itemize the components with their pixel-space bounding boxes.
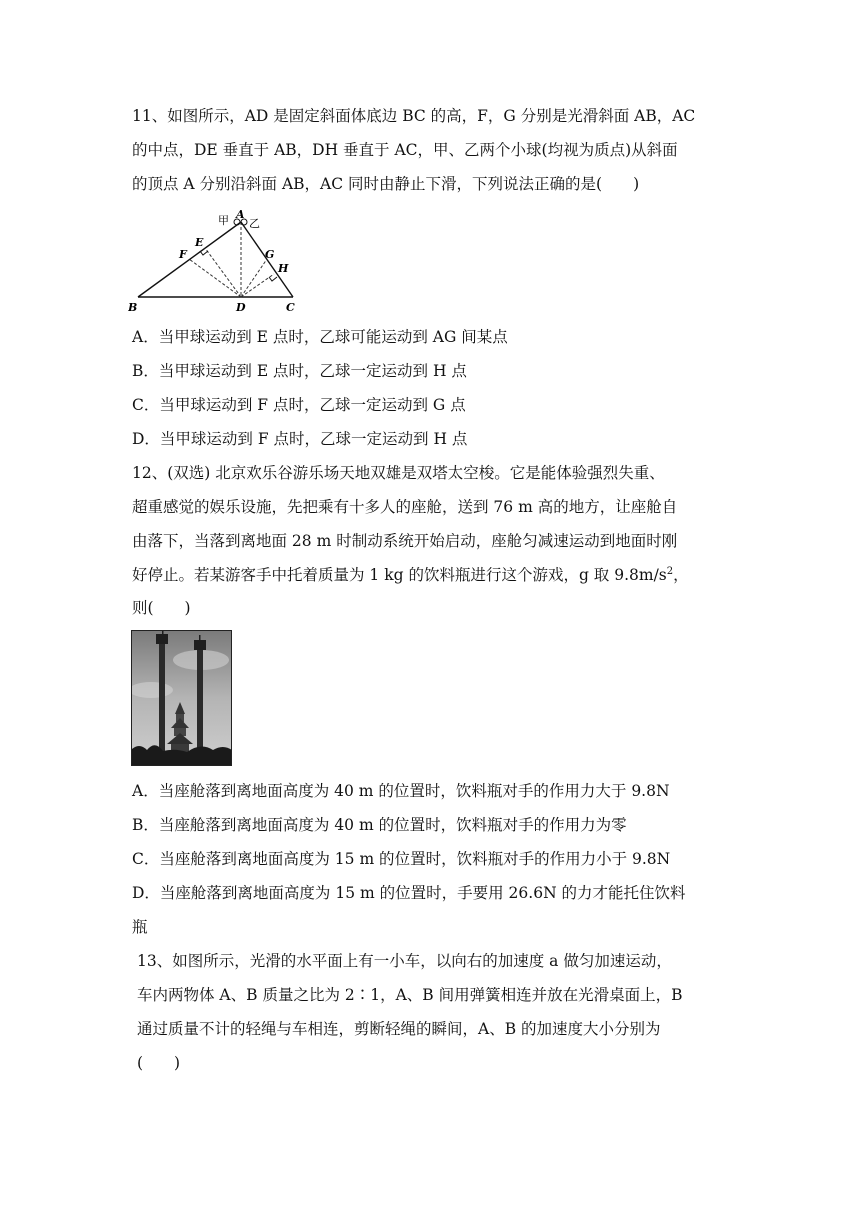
q12-option-d-wrap: 瓶 (132, 918, 148, 936)
q13-text-line-1: 13、如图所示，光滑的水平面上有一小车，以向右的加速度 a 做匀加速运动， (137, 952, 672, 970)
q12-option-d: D．当座舱落到离地面高度为 15 m 的位置时，手要用 26.6N 的力才能托住饮料 (132, 884, 686, 902)
q12-option-b: B．当座舱落到离地面高度为 40 m 的位置时，饮料瓶对手的作用力为零 (132, 816, 627, 834)
q12-text-line-4-main: 好停止。若某游客手中托着质量为 1 kg 的饮料瓶进行这个游戏，g 取 9.8m/s (132, 566, 667, 584)
q11-option-b: B．当甲球运动到 E 点时，乙球一定运动到 H 点 (132, 362, 467, 380)
label-F: F (179, 248, 187, 261)
q11-option-d: D．当甲球运动到 F 点时，乙球一定运动到 H 点 (132, 430, 468, 448)
label-G: G (265, 248, 275, 261)
incline-triangle-figure (128, 210, 308, 318)
label-B: B (128, 301, 138, 314)
q12-text-line-5: 则( ) (132, 599, 191, 617)
label-H: H (278, 262, 289, 275)
q12-text-line-1: 12、(双选) 北京欢乐谷游乐场天地双雄是双塔太空梭。它是能体验强烈失重、 (132, 464, 665, 482)
twin-tower-photo (131, 630, 232, 766)
q12-text-line-2: 超重感觉的娱乐设施，先把乘有十多人的座舱，送到 76 m 高的地方，让座舱自 (132, 498, 678, 516)
q13-text-line-2: 车内两物体 A、B 质量之比为 2∶1，A、B 间用弹簧相连并放在光滑桌面上，B (137, 986, 683, 1004)
q12-option-a: A．当座舱落到离地面高度为 40 m 的位置时，饮料瓶对手的作用力大于 9.8N (132, 782, 670, 800)
label-D: D (236, 301, 246, 314)
q12-text-line-4 (132, 564, 689, 586)
q11-option-a: A．当甲球运动到 E 点时，乙球可能运动到 AG 间某点 (132, 328, 508, 346)
q11-option-c: C．当甲球运动到 F 点时，乙球一定运动到 G 点 (132, 396, 466, 414)
q13-text-line-3: 通过质量不计的轻绳与车相连，剪断轻绳的瞬间，A、B 的加速度大小分别为 (137, 1020, 661, 1038)
q12-option-c: C．当座舱落到离地面高度为 15 m 的位置时，饮料瓶对手的作用力小于 9.8N (132, 850, 671, 868)
q12-text-line-3: 由落下，当落到离地面 28 m 时制动系统开始启动，座舱匀减速运动到地面时刚 (132, 532, 678, 550)
label-C: C (286, 301, 295, 314)
label-jia: 甲 (218, 214, 229, 227)
q11-text-line-1: 11、如图所示，AD 是固定斜面体底边 BC 的高，F，G 分别是光滑斜面 AB，AC (132, 107, 696, 125)
q12-text-line-4-suffix: ， (673, 566, 689, 584)
q11-text-line-3: 的顶点 A 分别沿斜面 AB，AC 同时由静止下滑，下列说法正确的是( ) (132, 175, 640, 193)
label-A: A (236, 210, 245, 221)
q13-text-line-4: ( ) (137, 1054, 181, 1072)
label-E: E (195, 236, 204, 249)
q11-text-line-2: 的中点，DE 垂直于 AB，DH 垂直于 AC，甲、乙两个小球(均视为质点)从斜面 (132, 141, 678, 159)
unit-superscript: 2 (666, 565, 674, 577)
label-yi: 乙 (249, 217, 260, 230)
